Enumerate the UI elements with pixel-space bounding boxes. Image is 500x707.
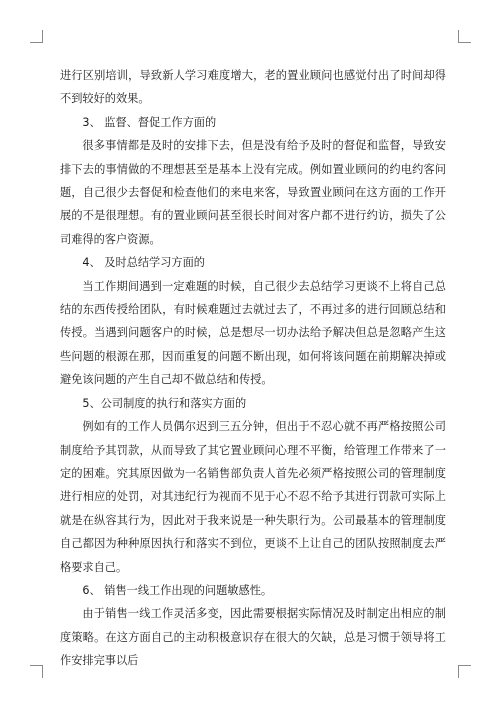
crop-mark-bottom-right [458,665,471,678]
paragraph-frontline-sensitivity: 由于销售一线工作灵活多变，因此需要根据实际情况及时制定出相应的制度策略。在这方面自己的主动积极意识存在很大的欠缺，总是习惯于领导将工作安排完事以后 [60,607,446,668]
crop-mark-bottom-left [30,665,43,678]
crop-mark-top-left [30,30,43,43]
section-heading-5: 5、公司制度的执行和落实方面的 [82,396,247,410]
section-heading-6: 6、 销售一线工作出现的问题敏感性。 [82,583,273,597]
section-heading-3: 3、 监督、督促工作方面的 [82,115,217,129]
paragraph-supervision: 很多事情都是及时的安排下去，但是没有给予及时的督促和监督，导致安排下去的事情做的不理想甚至是基本上没有完成。例如置业顾问的约电约客问题，自己很少去督促和检查他们的来电来客，导致置业顾问在这方面的工作开展的不是很理想。有的置业顾问甚至很长时间对客户都不进行约访，损失了公司难得的客户资源。 [60,139,446,246]
section-heading-4: 4、 及时总结学习方面的 [82,256,205,270]
paragraph-policy-enforcement: 例如有的工作人员偶尔迟到三五分钟，但出于不忍心就不再严格按照公司制度给予其罚款，从而导致了其它置业顾问心理不平衡，给管理工作带来了一定的困难。究其原因做为一名销售部负责人首先必须严格按照公司的管理制度进行相应的处罚，对其违纪行为视而不见于心不忍不给予其进行罚款可实际上就是在纵容其行为，因此对于我来说是一种失职行为。公司最基本的管理制度自己都因为种种原因执行和落实不到位，更谈不上让自己的团队按照制度去严格要求自己。 [60,420,446,574]
paragraph-continuation: 进行区别培训，导致新人学习难度增大，老的置业顾问也感觉付出了时间却得不到较好的效果。 [60,69,446,106]
crop-mark-top-right [458,30,471,43]
document-body [60,64,446,673]
paragraph-summary-learning: 当工作期间遇到一定难题的时候，自己很少去总结学习更谈不上将自己总结的东西传授给团队，有时候难题过去就过去了，不再过多的进行回顾总结和传授。当遇到问题客户的时候，总是想尽一切办法给予解决但总是忽略产生这些问题的根源在那，因而重复的问题不断出现，如何将该问题在前期解决掉或避免该问题的产生自己却不做总结和传授。 [60,279,446,387]
